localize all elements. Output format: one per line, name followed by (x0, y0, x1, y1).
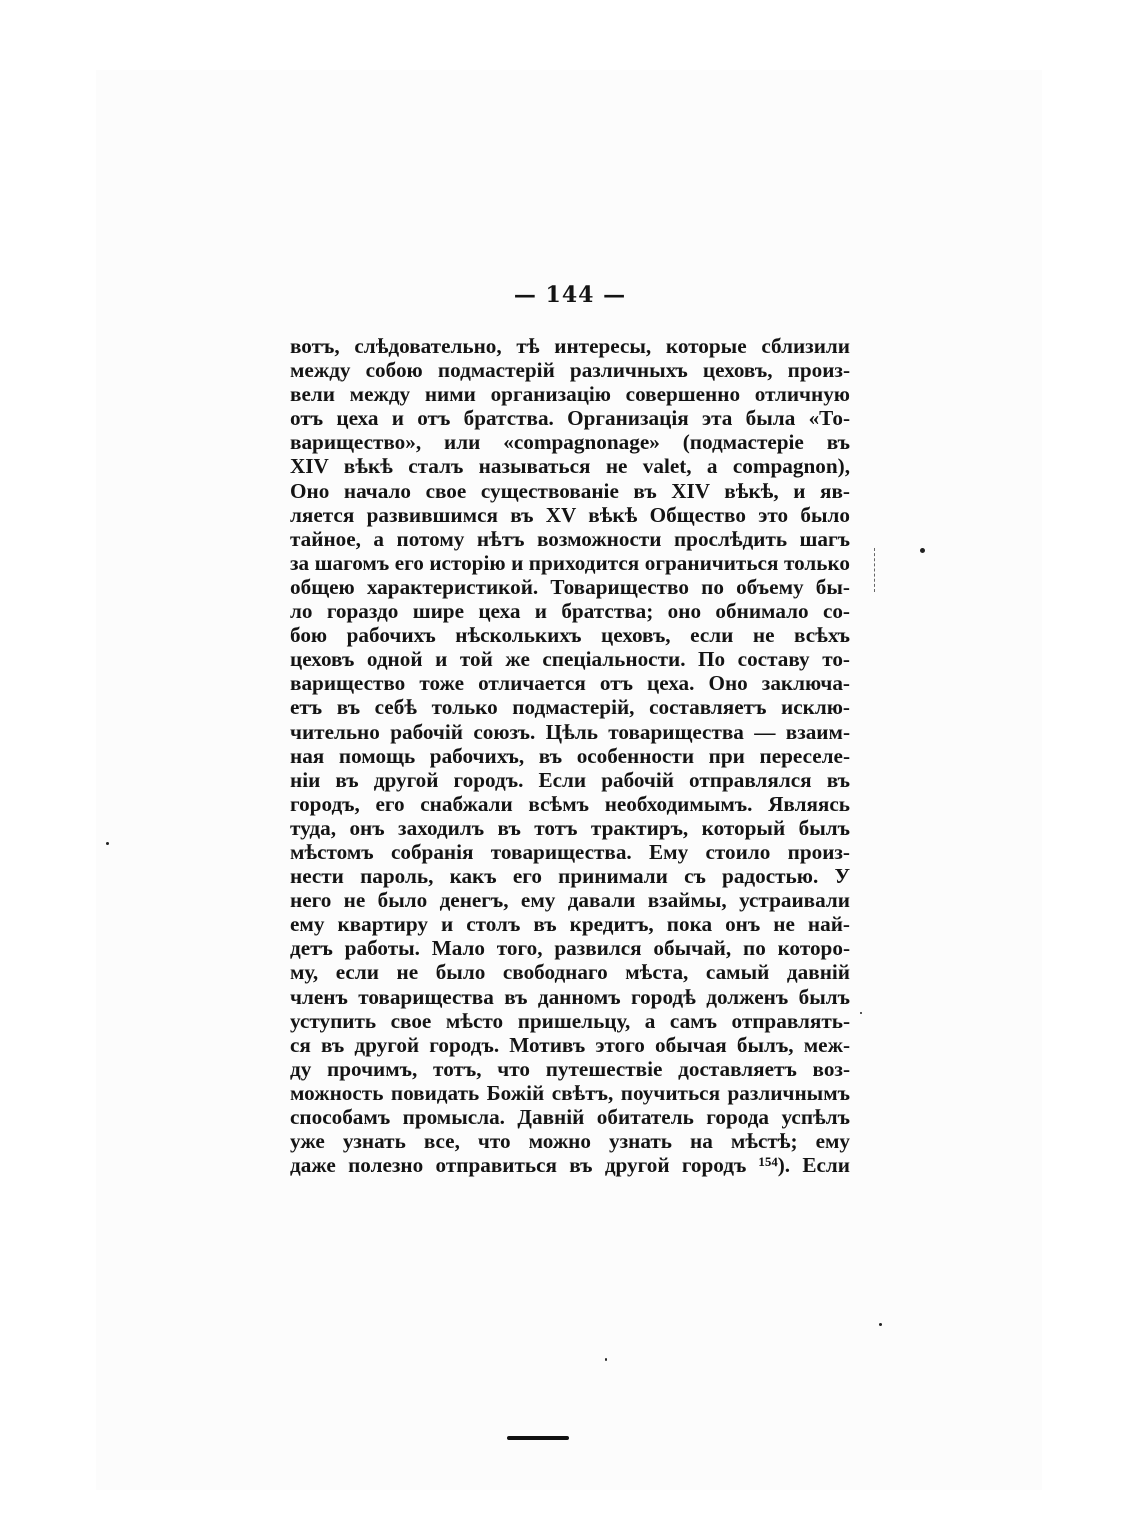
text-line: ся въ другой городъ. Мотивъ этого обычая былъ, меж- (290, 1032, 850, 1057)
text-line: отъ цеха и отъ братства. Организація эта была «То- (290, 406, 850, 431)
margin-dot (605, 1358, 607, 1361)
margin-dot (860, 1012, 862, 1014)
text-line: етъ въ себѣ только подмастерiй, составляетъ исклю- (290, 695, 850, 720)
text-line: ему квартиру и столъ въ кредитъ, пока онъ не най- (290, 912, 850, 937)
margin-mark (874, 548, 877, 592)
text-line: варищество тоже отличается отъ цеха. Оно заключа- (290, 671, 850, 696)
bottom-ornament-rule (507, 1436, 569, 1440)
text-line: туда, онъ заходилъ въ тотъ трактиръ, который былъ (290, 815, 850, 840)
text-line: варищество», или «compagnonage» (подмастерiе въ (290, 430, 850, 455)
text-line: нести пароль, какъ его принимали съ радостью. У (290, 864, 850, 889)
text-line: вели между ними организацію совершенно отличную (290, 382, 850, 407)
text-line: уже узнать все, что можно узнать на мѣстѣ; ему (290, 1129, 850, 1154)
text-line: детъ работы. Мало того, развился обычай, по которо- (290, 936, 850, 961)
text-line: тайное, а потому нѣтъ возможности прослѣдить шагъ (290, 526, 850, 551)
margin-dot (106, 842, 109, 845)
text-line: му, если не было свободнаго мѣста, самый давній (290, 960, 850, 985)
body-text (290, 334, 850, 1177)
text-line: мѣстомъ собранія товарищества. Ему стоило произ- (290, 839, 850, 864)
text-line: цеховъ одной и той же спеціальности. По составу то- (290, 647, 850, 672)
text-line: между собою подмастерiй различныхъ цеховъ, произ- (290, 358, 850, 383)
text-line: способамъ промысла. Давній обитатель города успѣлъ (290, 1105, 850, 1129)
text-line: него не было денегъ, ему давали взаймы, устраивали (290, 888, 850, 913)
text-line: вотъ, слѣдовательно, тѣ интересы, которые сблизили (290, 334, 850, 358)
text-line: можность повидать Божій свѣтъ, поучиться различнымъ (290, 1080, 850, 1105)
text-line: Оно начало свое существованіе въ XIV вѣкѣ, и яв- (290, 478, 850, 503)
margin-dot (879, 1323, 882, 1326)
text-line: общею характеристикой. Товарищество по объему бы- (290, 574, 850, 599)
text-line: чительно рабочій союзъ. Цѣль товарищества — взаим- (290, 719, 850, 744)
text-line: ная помощь рабочихъ, въ особенности при переселе- (290, 743, 850, 768)
text-line: городъ, его снабжали всѣмъ необходимымъ. Являясь (290, 791, 850, 816)
text-line: ло гораздо шире цеха и братства; оно обнимало со- (290, 599, 850, 624)
text-line: уступить свое мѣсто пришельцу, а самъ отправлять- (290, 1008, 850, 1033)
margin-dot (920, 548, 925, 553)
text-line: бою рабочихъ нѣсколькихъ цеховъ, если не всѣхъ (290, 623, 850, 648)
text-line: членъ товарищества въ данномъ городѣ долженъ былъ (290, 984, 850, 1009)
page-number: — 144 — (513, 282, 627, 308)
text-line: за шагомъ его исторію и приходится ограничиться только (290, 550, 850, 575)
text-line: даже полезно отправиться въ другой городъ ¹⁵⁴). Если (290, 1153, 850, 1178)
text-line: ду прочимъ, тотъ, что путешествіе доставляетъ воз- (290, 1056, 850, 1081)
text-line: ляется развившимся въ XV вѣкѣ Общество это было (290, 502, 850, 527)
text-line: ніи въ другой городъ. Если рабочій отправлялся въ (290, 767, 850, 792)
text-line: XIV вѣкѣ сталъ называться не valet, а compagnon), (290, 454, 850, 479)
